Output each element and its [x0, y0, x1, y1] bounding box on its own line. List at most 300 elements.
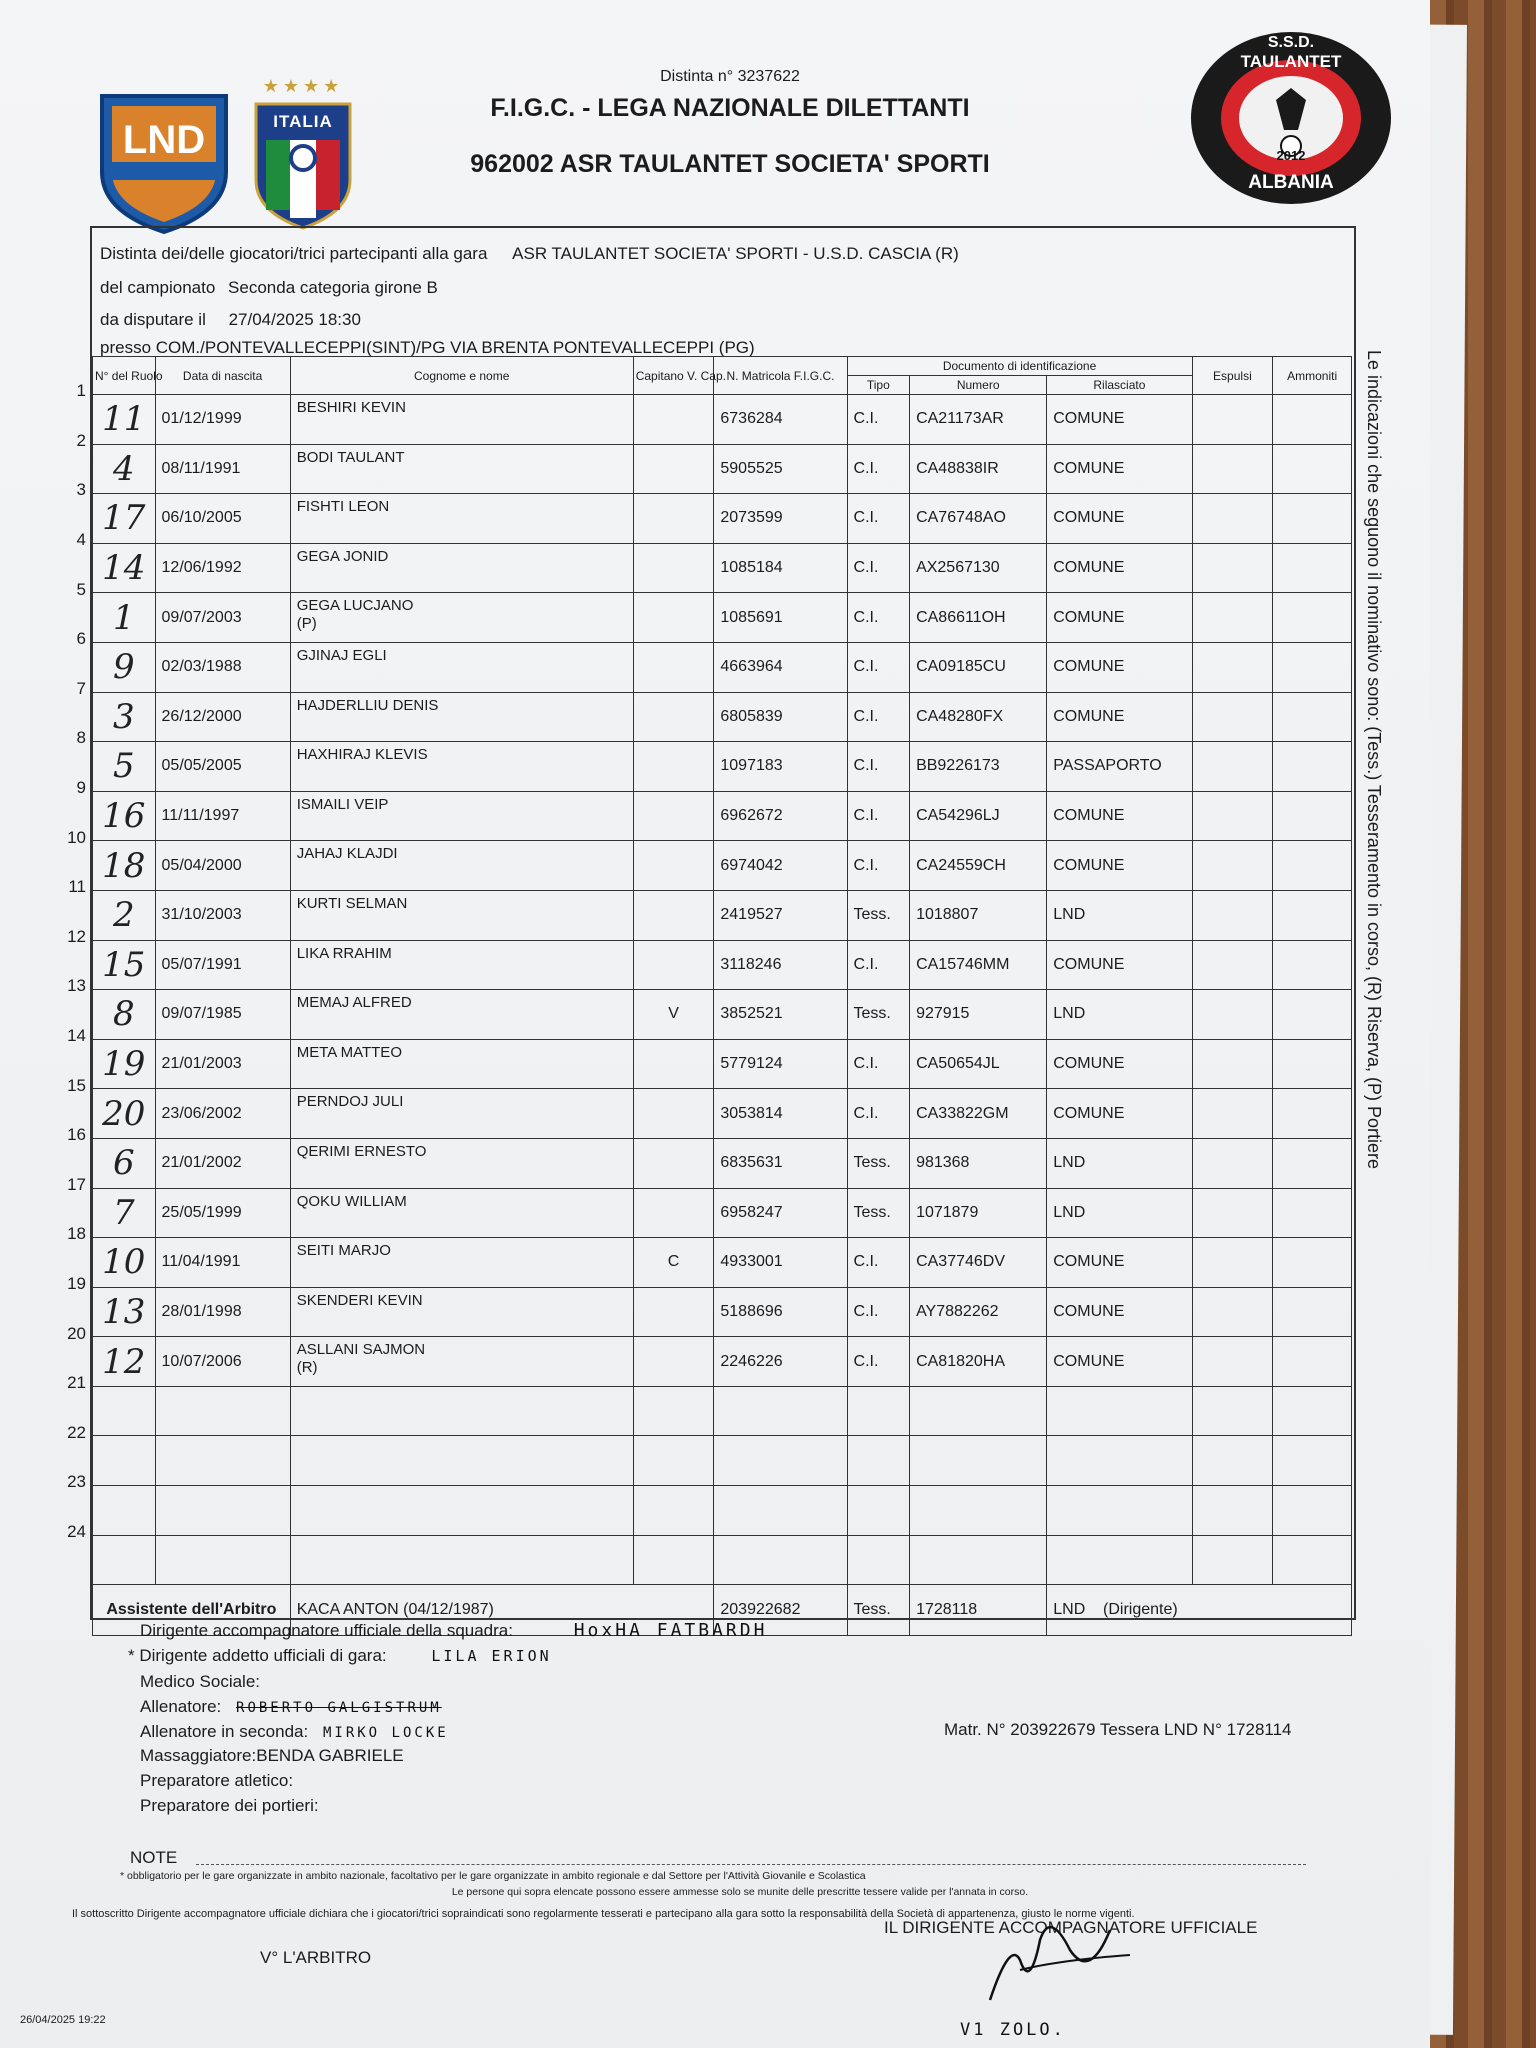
row-index: 12	[67, 926, 86, 946]
match-info-championship	[100, 278, 438, 298]
captain-mark	[633, 1089, 714, 1139]
lnd-logo	[98, 92, 230, 234]
espulsi-cell	[1192, 1089, 1273, 1139]
doc-type: Tess.	[847, 1138, 910, 1188]
espulsi-cell	[1192, 642, 1273, 692]
italia-logo	[252, 76, 354, 232]
ammoniti-cell	[1273, 890, 1352, 940]
matricola	[714, 1386, 847, 1436]
doc-type	[847, 1386, 910, 1436]
doc-issuer: COMUNE	[1047, 1287, 1192, 1337]
birth-date: 31/10/2003	[155, 890, 290, 940]
row-index: 1	[76, 381, 86, 401]
federation-title: F.I.G.C. - LEGA NAZIONALE DILETTANTI	[490, 94, 970, 122]
espulsi-cell	[1192, 940, 1273, 990]
assistant-matricola: 203922682	[714, 1585, 847, 1636]
col-ruolo: N° del Ruolo	[93, 357, 156, 395]
birth-date: 01/12/1999	[155, 395, 290, 445]
doc-issuer: COMUNE	[1047, 1337, 1192, 1387]
espulsi-cell	[1192, 841, 1273, 891]
captain-mark	[633, 395, 714, 445]
doc-issuer: COMUNE	[1047, 692, 1192, 742]
player-name-text: META MATTEO	[296, 1043, 402, 1061]
note-line	[196, 1864, 1306, 1865]
captain-mark	[633, 1287, 714, 1337]
staff-massaggiatore	[140, 1746, 404, 1766]
addetto-handwriting: LILA ERION	[431, 1647, 552, 1665]
col-document: Documento di identificazione	[847, 357, 1192, 376]
doc-type: C.I.	[847, 692, 910, 742]
allenatore-handwriting: ROBERTO GALGISTRUM	[236, 1700, 442, 1716]
espulsi-cell	[1192, 742, 1273, 792]
doc-number: 927915	[910, 990, 1047, 1040]
staff-allenatore	[140, 1697, 442, 1717]
espulsi-cell	[1192, 791, 1273, 841]
doc-issuer	[1047, 1386, 1192, 1436]
signature-scribble	[980, 1900, 1140, 2010]
espulsi-cell	[1192, 1486, 1273, 1536]
player-number: 5	[93, 742, 156, 792]
player-number: 8	[93, 990, 156, 1040]
table-row	[93, 1287, 1352, 1337]
matricola: 3852521	[714, 990, 847, 1040]
doc-issuer: LND	[1047, 1138, 1192, 1188]
col-name: Cognome e nome	[290, 357, 633, 395]
table-row	[93, 692, 1352, 742]
row-index: 18	[67, 1224, 86, 1244]
doc-number	[910, 1535, 1047, 1585]
doc-number: AX2567130	[910, 543, 1047, 593]
doc-type: C.I.	[847, 791, 910, 841]
table-row	[93, 1238, 1352, 1288]
table-row	[93, 990, 1352, 1040]
player-name-text: KURTI SELMAN	[296, 894, 408, 912]
birth-date: 06/10/2005	[155, 494, 290, 544]
player-name-text: GEGA LUCJANO	[296, 597, 414, 615]
matricola: 2073599	[714, 494, 847, 544]
matricola: 5779124	[714, 1039, 847, 1089]
staff-portieri: Preparatore dei portieri:	[140, 1796, 319, 1815]
player-name	[290, 742, 633, 792]
player-number: 13	[93, 1287, 156, 1337]
matricola	[714, 1535, 847, 1585]
player-name	[290, 1386, 633, 1436]
row-index: 20	[67, 1323, 86, 1343]
table-row	[93, 593, 1352, 643]
espulsi-cell	[1192, 1386, 1273, 1436]
row-index: 4	[76, 530, 86, 550]
player-name	[290, 494, 633, 544]
note-obligatory: * obbligatorio per le gare organizzate in ambito nazionale, facoltativo per le gare organizzate in ambito regionale e dal Settore per l'Attività Giovanile e Scolastica	[120, 1870, 866, 1882]
player-name-text: HAJDERLLIU DENIS	[296, 696, 439, 714]
seconda-handwriting: MIRKO LOCKE	[322, 1725, 449, 1741]
ammoniti-cell	[1273, 1436, 1352, 1486]
doc-number	[910, 1386, 1047, 1436]
arbitro-label: V° L'ARBITRO	[260, 1948, 372, 1967]
col-ammoniti: Ammoniti	[1273, 357, 1352, 395]
birth-date: 28/01/1998	[155, 1287, 290, 1337]
championship-value: Seconda categoria girone B	[228, 278, 438, 297]
player-number	[93, 1486, 156, 1536]
assistant-tipo: Tess.	[847, 1585, 910, 1636]
col-espulsi: Espulsi	[1192, 357, 1273, 395]
espulsi-cell	[1192, 395, 1273, 445]
stars-icon: ★★★★	[262, 76, 344, 96]
matricola: 2419527	[714, 890, 847, 940]
player-name-text: QERIMI ERNESTO	[296, 1142, 427, 1160]
col-captain: Capitano V. Cap.	[633, 357, 714, 395]
captain-mark	[633, 1436, 714, 1486]
matricola: 6974042	[714, 841, 847, 891]
col-matricola: N. Matricola F.I.G.C.	[714, 357, 847, 395]
row-index: 15	[67, 1075, 86, 1095]
match-info-game	[100, 244, 959, 264]
row-index: 8	[76, 728, 86, 748]
captain-mark	[633, 841, 714, 891]
doc-issuer: COMUNE	[1047, 444, 1192, 494]
espulsi-cell	[1192, 1337, 1273, 1387]
birth-date: 21/01/2002	[155, 1138, 290, 1188]
doc-number: CA81820HA	[910, 1337, 1047, 1387]
player-name-text: HAXHIRAJ KLEVIS	[296, 746, 428, 764]
player-name-text: SKENDERI KEVIN	[296, 1291, 423, 1309]
doc-number	[910, 1436, 1047, 1486]
ammoniti-cell	[1273, 593, 1352, 643]
match-info-date	[100, 310, 361, 330]
doc-type	[847, 1535, 910, 1585]
birth-date: 11/11/1997	[155, 791, 290, 841]
player-name	[290, 1337, 633, 1387]
doc-number: CA33822GM	[910, 1089, 1047, 1139]
doc-issuer: COMUNE	[1047, 1089, 1192, 1139]
staff-dirigente	[140, 1620, 767, 1641]
allenatore-label: Allenatore:	[140, 1697, 222, 1716]
player-number: 1	[93, 593, 156, 643]
espulsi-cell	[1192, 1535, 1273, 1585]
row-index: 14	[67, 1026, 86, 1046]
birth-date: 05/07/1991	[155, 940, 290, 990]
matricola: 5905525	[714, 444, 847, 494]
ammoniti-cell	[1273, 692, 1352, 742]
player-name	[290, 642, 633, 692]
doc-type: Tess.	[847, 890, 910, 940]
captain-mark: V	[633, 990, 714, 1040]
player-number: 14	[93, 543, 156, 593]
ammoniti-cell	[1273, 990, 1352, 1040]
ammoniti-cell	[1273, 1337, 1352, 1387]
player-name	[290, 593, 633, 643]
assistant-rilasciato: LND (Dirigente)	[1047, 1585, 1352, 1636]
doc-issuer: COMUNE	[1047, 940, 1192, 990]
place-label: presso	[100, 338, 152, 357]
championship-label: del campionato	[100, 278, 216, 297]
matricola: 3118246	[714, 940, 847, 990]
player-name-text: LIKA RRAHIM	[296, 944, 392, 962]
espulsi-cell	[1192, 543, 1273, 593]
matricola: 6736284	[714, 395, 847, 445]
doc-type: Tess.	[847, 1188, 910, 1238]
row-index: 13	[67, 976, 86, 996]
birth-date: 09/07/2003	[155, 593, 290, 643]
player-name	[290, 890, 633, 940]
player-name	[290, 395, 633, 445]
ammoniti-cell	[1273, 1386, 1352, 1436]
ammoniti-cell	[1273, 841, 1352, 891]
espulsi-cell	[1192, 1436, 1273, 1486]
row-index: 7	[76, 678, 86, 698]
player-name	[290, 990, 633, 1040]
doc-type: C.I.	[847, 593, 910, 643]
game-value: ASR TAULANTET SOCIETA' SPORTI - U.S.D. CASCIA (R)	[512, 244, 959, 263]
birth-date: 12/06/1992	[155, 543, 290, 593]
player-role-note: (R)	[296, 1359, 318, 1377]
doc-type: C.I.	[847, 841, 910, 891]
doc-type: C.I.	[847, 1039, 910, 1089]
doc-type: C.I.	[847, 742, 910, 792]
player-number: 7	[93, 1188, 156, 1238]
player-name	[290, 444, 633, 494]
player-name	[290, 1436, 633, 1486]
table-row	[93, 1436, 1352, 1486]
row-index: 10	[67, 827, 86, 847]
player-name-text: BESHIRI KEVIN	[296, 399, 406, 416]
table-row	[93, 1486, 1352, 1536]
player-name	[290, 1486, 633, 1536]
birth-date	[155, 1386, 290, 1436]
player-number	[93, 1436, 156, 1486]
espulsi-cell	[1192, 990, 1273, 1040]
player-name-text: MEMAJ ALFRED	[296, 994, 412, 1012]
player-name	[290, 940, 633, 990]
doc-number: CA15746MM	[910, 940, 1047, 990]
massaggiatore-label: Massaggiatore:	[140, 1746, 257, 1765]
table-row	[93, 841, 1352, 891]
table-row	[93, 395, 1352, 445]
doc-issuer: COMUNE	[1047, 841, 1192, 891]
player-name	[290, 1188, 633, 1238]
captain-mark	[633, 494, 714, 544]
captain-mark	[633, 1337, 714, 1387]
captain-mark	[633, 1386, 714, 1436]
player-number: 3	[93, 692, 156, 742]
matricola: 4663964	[714, 642, 847, 692]
matricola: 3053814	[714, 1089, 847, 1139]
doc-number: CA54296LJ	[910, 791, 1047, 841]
doc-issuer: LND	[1047, 1188, 1192, 1238]
doc-type: C.I.	[847, 940, 910, 990]
ammoniti-cell	[1273, 1238, 1352, 1288]
espulsi-cell	[1192, 444, 1273, 494]
row-index: 24	[67, 1521, 86, 1541]
doc-issuer: COMUNE	[1047, 642, 1192, 692]
birth-date: 09/07/1985	[155, 990, 290, 1040]
captain-mark	[633, 742, 714, 792]
taulantet-logo	[1188, 30, 1394, 206]
massaggiatore-value: BENDA GABRIELE	[256, 1746, 404, 1765]
player-name-text: GEGA JONID	[296, 547, 389, 565]
player-number: 9	[93, 642, 156, 692]
matricola: 6962672	[714, 791, 847, 841]
ammoniti-cell	[1273, 940, 1352, 990]
doc-type: C.I.	[847, 1238, 910, 1288]
table-row	[93, 791, 1352, 841]
assistant-name: KACA ANTON (04/12/1987)	[290, 1585, 714, 1636]
player-name-text: BODI TAULANT	[296, 448, 405, 466]
espulsi-cell	[1192, 692, 1273, 742]
player-name	[290, 1138, 633, 1188]
staff-medico: Medico Sociale:	[140, 1672, 261, 1691]
player-number: 2	[93, 890, 156, 940]
player-number	[93, 1386, 156, 1436]
captain-mark: C	[633, 1238, 714, 1288]
row-index: 19	[67, 1273, 86, 1293]
player-name-text: SEITI MARJO	[296, 1242, 391, 1260]
doc-number: CA37746DV	[910, 1238, 1047, 1288]
player-role-note: (P)	[296, 615, 317, 633]
captain-mark	[633, 791, 714, 841]
row-index: 6	[76, 629, 86, 649]
player-name	[290, 692, 633, 742]
player-name	[290, 791, 633, 841]
espulsi-cell	[1192, 1238, 1273, 1288]
captain-mark	[633, 543, 714, 593]
col-tipo: Tipo	[847, 376, 910, 395]
espulsi-cell	[1192, 494, 1273, 544]
doc-number: CA24559CH	[910, 841, 1047, 891]
ammoniti-cell	[1273, 1138, 1352, 1188]
espulsi-cell	[1192, 1287, 1273, 1337]
birth-date: 11/04/1991	[155, 1238, 290, 1288]
doc-type: C.I.	[847, 1287, 910, 1337]
table-row	[93, 1138, 1352, 1188]
table-row	[93, 1089, 1352, 1139]
birth-date: 02/03/1988	[155, 642, 290, 692]
row-index: 21	[67, 1373, 86, 1393]
row-index: 3	[76, 480, 86, 500]
doc-issuer: COMUNE	[1047, 395, 1192, 445]
espulsi-cell	[1192, 593, 1273, 643]
player-number: 4	[93, 444, 156, 494]
ammoniti-cell	[1273, 494, 1352, 544]
table-row	[93, 1188, 1352, 1238]
matricola: 5188696	[714, 1287, 847, 1337]
matricola: 1097183	[714, 742, 847, 792]
espulsi-cell	[1192, 1039, 1273, 1089]
captain-mark	[633, 593, 714, 643]
doc-number: CA09185CU	[910, 642, 1047, 692]
doc-number: CA86611OH	[910, 593, 1047, 643]
match-info-place	[100, 338, 755, 358]
doc-number: BB9226173	[910, 742, 1047, 792]
player-name	[290, 1039, 633, 1089]
dirigente-signature-label: IL DIRIGENTE ACCOMPAGNATORE UFFICIALE	[884, 1918, 1258, 1937]
doc-issuer	[1047, 1486, 1192, 1536]
player-number: 20	[93, 1089, 156, 1139]
doc-number: CA48838IR	[910, 444, 1047, 494]
assistant-label: Assistente dell'Arbitro	[93, 1585, 291, 1636]
doc-type: Tess.	[847, 990, 910, 1040]
col-numero: Numero	[910, 376, 1047, 395]
birth-date: 21/01/2003	[155, 1039, 290, 1089]
row-index: 5	[76, 579, 86, 599]
player-number: 12	[93, 1337, 156, 1387]
doc-number: 1071879	[910, 1188, 1047, 1238]
ammoniti-cell	[1273, 1287, 1352, 1337]
addetto-label: * Dirigente addetto ufficiali di gara:	[128, 1646, 387, 1665]
doc-number: CA50654JL	[910, 1039, 1047, 1089]
table-row	[93, 940, 1352, 990]
row-index: 11	[68, 877, 86, 897]
table-row	[93, 444, 1352, 494]
ammoniti-cell	[1273, 395, 1352, 445]
doc-number: 981368	[910, 1138, 1047, 1188]
doc-number: CA21173AR	[910, 395, 1047, 445]
captain-mark	[633, 1486, 714, 1536]
assistant-numero: 1728118	[910, 1585, 1047, 1636]
player-number: 15	[93, 940, 156, 990]
doc-type: C.I.	[847, 1089, 910, 1139]
dirigente-matricola: Matr. N° 203922679 Tessera LND N° 1728114	[944, 1720, 1292, 1739]
matricola: 1085184	[714, 543, 847, 593]
table-row	[93, 1039, 1352, 1089]
staff-atletico: Preparatore atletico:	[140, 1771, 294, 1790]
table-row	[93, 890, 1352, 940]
ammoniti-cell	[1273, 1039, 1352, 1089]
player-number: 17	[93, 494, 156, 544]
doc-type: C.I.	[847, 444, 910, 494]
row-index: 2	[76, 430, 86, 450]
birth-date: 05/05/2005	[155, 742, 290, 792]
birth-date: 08/11/1991	[155, 444, 290, 494]
captain-mark	[633, 1188, 714, 1238]
matricola: 1085691	[714, 593, 847, 643]
matricola	[714, 1486, 847, 1536]
table-row	[93, 642, 1352, 692]
player-number: 19	[93, 1039, 156, 1089]
doc-number	[910, 1486, 1047, 1536]
club-title: 962002 ASR TAULANTET SOCIETA' SPORTI	[470, 150, 990, 178]
player-name	[290, 841, 633, 891]
note-label: NOTE	[130, 1848, 178, 1867]
table-row	[93, 1386, 1352, 1436]
matricola: 6805839	[714, 692, 847, 742]
player-name	[290, 1089, 633, 1139]
club-logo-year: 2012	[1276, 148, 1306, 163]
table-row	[93, 1337, 1352, 1387]
doc-issuer: COMUNE	[1047, 791, 1192, 841]
player-name-text: ISMAILI VEIP	[296, 795, 389, 813]
matricola: 4933001	[714, 1238, 847, 1288]
player-name	[290, 543, 633, 593]
captain-mark	[633, 1138, 714, 1188]
birth-date	[155, 1436, 290, 1486]
row-index: 16	[67, 1125, 86, 1145]
declaration: Il sottoscritto Dirigente accompagnatore ufficiale dichiara che i giocatori/trici sopraindicati sono regolarmente tesserati e partecipano alla gara sotto la responsabilità della Società di appartenenza, giusto le norme vigenti.	[72, 1908, 1135, 1920]
col-rilasciato: Rilasciato	[1047, 376, 1192, 395]
dirigente-label: Dirigente accompagnatore ufficiale della squadra:	[140, 1621, 513, 1640]
row-index: 9	[76, 778, 86, 798]
espulsi-cell	[1192, 1138, 1273, 1188]
captain-mark	[633, 1535, 714, 1585]
table-row	[93, 494, 1352, 544]
player-name-text: FISHTI LEON	[296, 498, 390, 516]
distinta-number: Distinta n° 3237622	[660, 68, 800, 85]
player-table	[92, 356, 1352, 1636]
doc-issuer: LND	[1047, 990, 1192, 1040]
table-row	[93, 1535, 1352, 1585]
dirigente-handwriting: HoxHA FATBARDH	[573, 1620, 768, 1641]
birth-date: 26/12/2000	[155, 692, 290, 742]
